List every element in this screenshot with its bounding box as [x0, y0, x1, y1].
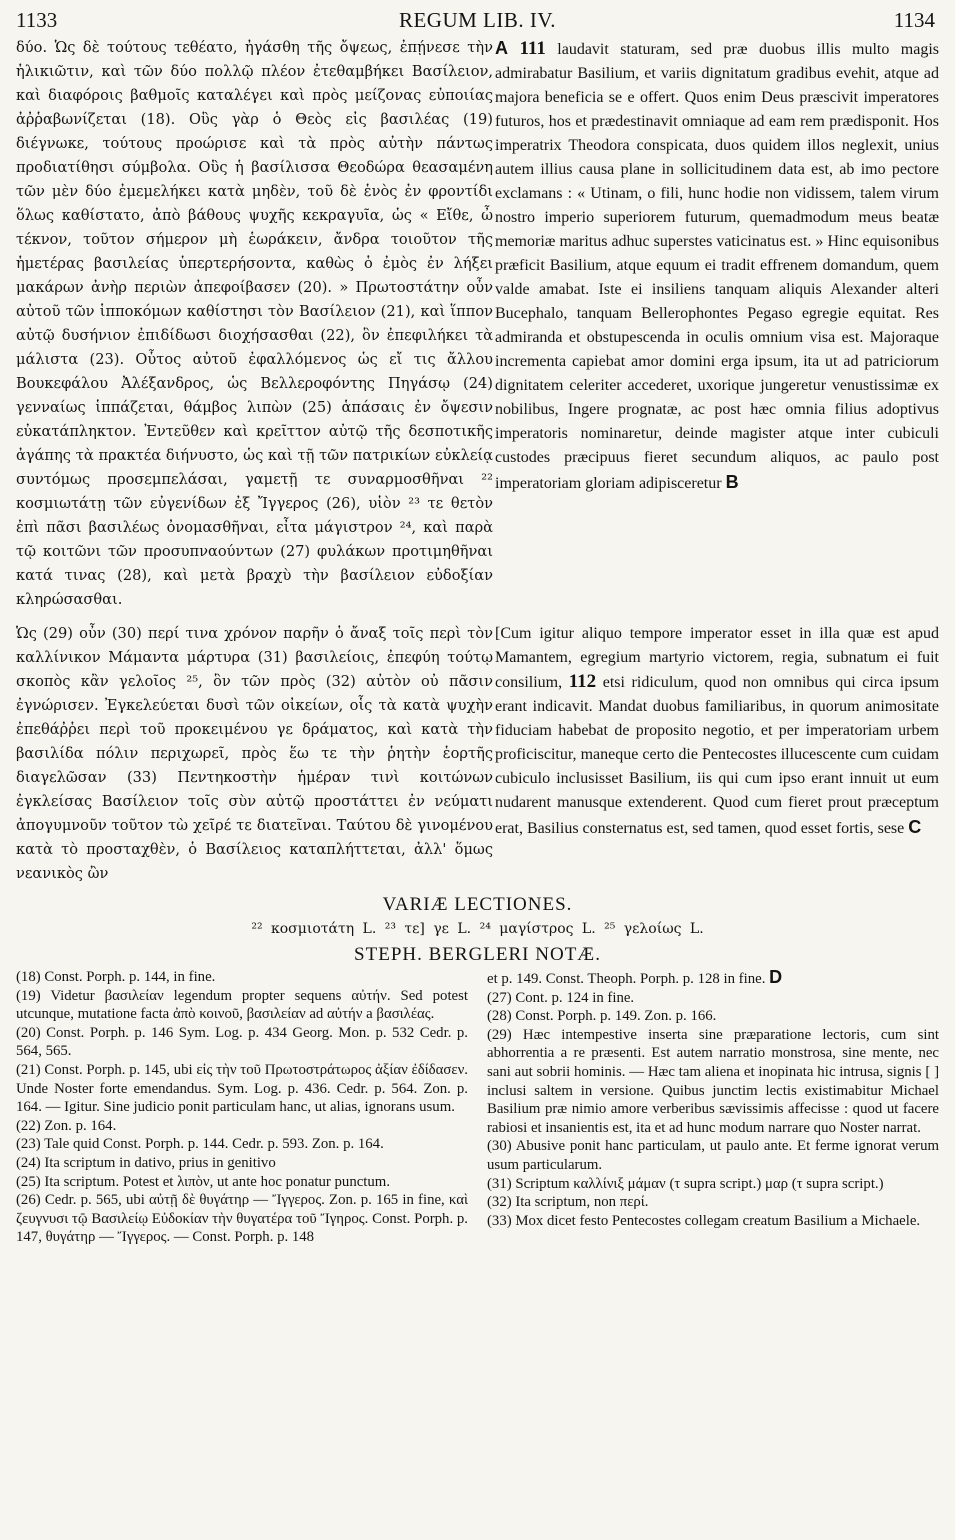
note-32: (32) Ita scriptum, non περί.	[487, 1194, 649, 1211]
latin-text-2b: etsi ridiculum, quod non omnibus qui circa ipsum erant indicavit. Mandat duobus familiaribus, in quorum animositate fiduciam habebat de proposito negotio, et per imperatoriam urbem proficiscitur, maneque certo die Pentecostes illucescente cum cuidam cubiculo inclusisset Basilium, iis qui cum ipso erant innuit ut eum nudarent manusque extenderent. Quod cum fieret prout præceptum erat, Basilius consternatus est, sed tamen, quod esset fortis, sese	[495, 674, 940, 837]
note-19: (19) Videtur βασιλείαν legendum propter sequens αὐτήν. Sed potest utcunque, mutatione facta ἀπὸ κοινοῦ, βασιλείαν ad αὐτήν a βασιλέας.	[16, 987, 468, 1023]
note-25: (25) Ita scriptum. Potest et λιπὸν, ut ante hoc ponatur punctum.	[16, 1173, 391, 1190]
note-21: (21) Const. Porph. p. 145, ubi εἰς τὴν τοῦ Πρωτοστράτωρος ἀξίαν ἐδίδασεν. Unde Noster forte emendandus. Sym. Log. p. 436. Cedr. p. 564. Zon. p. 164. — Igitur. Sine judicio ponit particulam hanc, ut alias, ignorans usum.	[16, 1061, 468, 1116]
greek-text-2: Ὡς (29) οὖν (30) περί τινα χρόνον παρῆν ὁ ἄναξ τοῖς περὶ τὸν καλλίνικον Μάμαντα μάρτυρα (31) βασιλείοις, ἐπεφύη τούτῳ σκοπὸς κἂν γελοῖος ²⁵, ὃν τῶν πρὸς (32) αὐτὸν οὐ πᾶσιν ἐγνώρισεν. Ἐγκελεύεται δυσὶ τῶν οἰκείων, οἷς τὰ κατὰ ψυχὴν ἐπεθάῤῥει περὶ τοῦ προκειμένου γε δράματος, καὶ κατὰ τὴν βασιλίδα πόλιν περιχωρεῖ, πρὸς ἕω τε τὴν ῥητὴν ἑορτῆς διαγελῶσαν (33) Πεντηκοστὴν ἡμέραν τινὶ κοιτώνων ἐγκλείσας Βασίλειον τοῖς σὺν αὐτῷ προστάττει ἐν νεύματι ἀπογυμνοῦν τοῦτον τὼ χεῖρέ τε διατεῖναι. Ταύτου δὲ γινομένου κατὰ τὸ προσταχθὲν, ὁ Βασίλειος καταπλήττεται, ἀλλ' ὅμως νεανικὸς ὢν	[16, 625, 493, 882]
greek-column-2	[16, 622, 493, 886]
note-22: (22) Zon. p. 164.	[16, 1117, 117, 1134]
parallel-text-block-2	[16, 622, 939, 886]
section-number-2: 112	[568, 671, 597, 692]
section-number: 111	[519, 38, 546, 59]
latin-column	[495, 36, 939, 612]
page-number-left: 1133	[16, 8, 58, 32]
notes-title: STEPH. BERGLERI NOTÆ.	[354, 944, 601, 965]
latin-text-2a: [Cum igitur aliquo tempore imperator esset in illa quæ est apud Mamantem, egregium martyrio victorem, regia, subnatum ei fuit consilium,	[495, 625, 939, 691]
note-26: (26) Cedr. p. 565, ubi αὐτῇ δὲ θυγάτηρ — Ἴγγερος. Zon. p. 165 in fine, καὶ ζευγνυσι τῷ Βασιλείῳ Εὐδοκίαν τὴν θυγατέρα τοῦ Ἴγηρος. Const. Porph. p. 147, θυγάτηρ — Ἴγγερος. — Const. Porph. p. 148	[16, 1192, 468, 1246]
latin-text: laudavit staturam, sed præ duobus illis multo magis admirabatur Basilium, et variis dignitatum gradibus evehit, atque ad majora beneficia se e offert. Quos enim Deus præscivit imperatores futuros, hos et prædestinavit omniaque ad eam rem prædisponit. Hos imperatrix Theodora conspicata, duos quidem illos neglexit, unius autem illius causa plane in sollicitudinem data est, ab imo pectore exclamans : « Utinam, o fili, hunc hodie non vidissem, talem virum nostro imperio superiorem futurum, quemadmodum meus beatæ memoriæ maritus adhuc superstes vaticinatus est. » Hinc equisonibus præficit Basilium, atque equum ei tradit effrenem domandum, quem valde amabat. Iste ei insiliens tanquam aliquis Alexander alteri Bucephalo, tanquam Bellerophontes Pegaso egregie equitat. Res admiranda et obstupescenda in oculis omnium visa est. Majoraque incrementa capiebat amor domini erga ipsum, ita ut ad patriciorum dignitatem celeriter accederet, uxorique jungeretur venustissimæ ex nobilibus, Ingere prognatæ, ac post hæc omnia filius adoptivus imperatoris nominaretur, deinde magister atque inter cubiculi custodes præcipuus fieret secundum aliquos, ac paulo post imperatoriam gloriam adipisceretur	[495, 41, 940, 492]
note-24: (24) Ita scriptum in dativo, prius in genitivo	[16, 1154, 276, 1171]
note-27: (27) Cont. p. 124 in fine.	[487, 989, 635, 1006]
note-20: (20) Const. Porph. p. 146 Sym. Log. p. 434 Georg. Mon. p. 532 Cedr. p. 564, 565.	[16, 1024, 468, 1060]
note-33: (33) Mox dicet festo Pentecostes collegam creatum Basilium a Michaele.	[487, 1212, 921, 1229]
running-title: REGUM LIB. IV.	[398, 8, 557, 32]
notes-right-column	[487, 968, 939, 1247]
greek-text: δύο. Ὡς δὲ τούτους τεθέατο, ἠγάσθη τῆς ὄψεως, ἐπῄνεσε τὴν ἡλικιῶτιν, καὶ τῶν δύο πολλῷ πλέον ἐτεθαμβήκει Βασίλειον, καὶ διαφόροις βαθμοῖς καταλέγει καὶ πρὸς μείζονας εὐποιίας ἀῤῥαβωνίζεται (18). Οὓς γὰρ ὁ Θεὸς εἰς βασιλέας (19) διέγνωκε, τούτους προώρισε καὶ τὰ πρὸς αὐτὴν πάντως προδιατίθησι σύμβολα. Οὓς ἡ βασίλισσα Θεοδώρα θεασαμένη τῶν μὲν δύο ἐμεμελήκει κατὰ μηδὲν, τοῦ δὲ ἑνὸς ἐν φροντίδι ὅλως καθίστατο, ἀπὸ βάθους ψυχῆς κεκραγυῖα, ὡς « Εἴθε, ὦ τέκνον, τοῦτον σήμερον μὴ ἑωράκειν, ἄνδρα τοιοῦτον τῆς ἡμετέρας βασιλείας ὑπερτερήσοντα, καθὼς ὁ ἐμὸς ἐν λήξει μακάρων ἀνὴρ περιὼν ἀπεφοίβασεν (20). » Πρωτοστάτην οὖν αὐτοῦ τῶν ἱπποκόμων καθίστησι τὸν Βασίλειον (21), καὶ ἵππον αὐτῷ δυσήνιον ἐπιδίδωσι διοχήσασθαι (22), ὃν ἐπεφιλήκει τὰ μάλιστα (23). Οὗτος αὐτοῦ ἐφαλλόμενος ὡς εἴ τις ἄλλου Βουκεφάλου Ἀλέξανδρος, ὡς Βελλεροφόντης Πηγάσῳ (24) γενναίως ἱππάζεται, θάμβος λιπὼν (25) ἁπάσαις ἐν ὄψεσιν εὐκατάπληκτον. Ἐντεῦθεν καὶ κρεῖττον αὐτῷ τῆς δεσποτικῆς ἀγάπης τὰ πρακτέα διήνυστο, ὡς καὶ τῇ τῶν πατρικίων εὐκλείᾳ συντόμως προσεμπελάσαι, γαμετῇ τε συναρμοσθῆναι ²² κοσμιωτάτῃ τῶν εὐγενίδων ἐξ Ἴγγερος (26), υἱὸν ²³ τε θετὸν ἐπὶ πᾶσι βασιλέως ὀνομασθῆναι, εἶτα μάγιστρον ²⁴, καὶ παρὰ τῷ κοιτῶνι τῶν προσυπναούντων (27) φυλάκων προτιμηθῆναι κατά τινας (28), καὶ μετὰ βραχὺ τὴν βασίλειον εὐδοξίαν κληρώσασθαι.	[16, 39, 493, 608]
note-29: (29) Hæc intempestive inserta sine præparatione lectoris, cum sint abhorrentia a re præsenti. Est autem narratio monstrosa, sine mente, nec sani aut sobrii hominis. — Hæc tam aliena et inopinata hic intrusa, signis [ ] inclusi saltem in versione. Quibus junctim lectis existimabitur Michael Basilium præ nimio amore verberibus sævissimis affecisse : quod ut facere rabiosi et insanientis est, ita et ad hunc modum narrare quo Noster narrat.	[487, 1026, 939, 1136]
margin-marker-d: D	[769, 967, 783, 987]
latin-column-2	[495, 622, 939, 886]
page-number-right: 1134	[893, 8, 935, 32]
running-header	[16, 6, 939, 36]
margin-marker-a: A	[495, 38, 508, 58]
note-23: (23) Tale quid Const. Porph. p. 144. Cedr. p. 593. Zon. p. 164.	[16, 1136, 384, 1153]
note-31: (31) Scriptum καλλίνιξ μάμαν (τ supra script.) μαρ (τ supra script.)	[487, 1175, 884, 1192]
variae-line: ²² κοσμιοτάτη L. ²³ τε] γε L. ²⁴ μαγίστρος L. ²⁵ γελοίως L.	[251, 921, 704, 937]
margin-marker-c: C	[908, 817, 922, 837]
notes-block	[16, 968, 939, 1247]
margin-marker-b: B	[725, 472, 739, 492]
notes-left-column	[16, 968, 468, 1247]
note-28: (28) Const. Porph. p. 149. Zon. p. 166.	[487, 1008, 717, 1025]
note-30: (30) Abusive ponit hanc particulam, ut paulo ante. Et ferme ignorat verum usum particularum.	[487, 1138, 939, 1173]
note-26-cont-text: et p. 149. Const. Theoph. Porph. p. 128 in fine.	[487, 971, 766, 987]
note-26-cont	[487, 968, 939, 989]
variae-title: VARIÆ LECTIONES.	[382, 894, 573, 915]
parallel-text-block-1	[16, 36, 939, 612]
greek-column	[16, 36, 493, 612]
note-18: (18) Const. Porph. p. 144, in fine.	[16, 969, 216, 985]
